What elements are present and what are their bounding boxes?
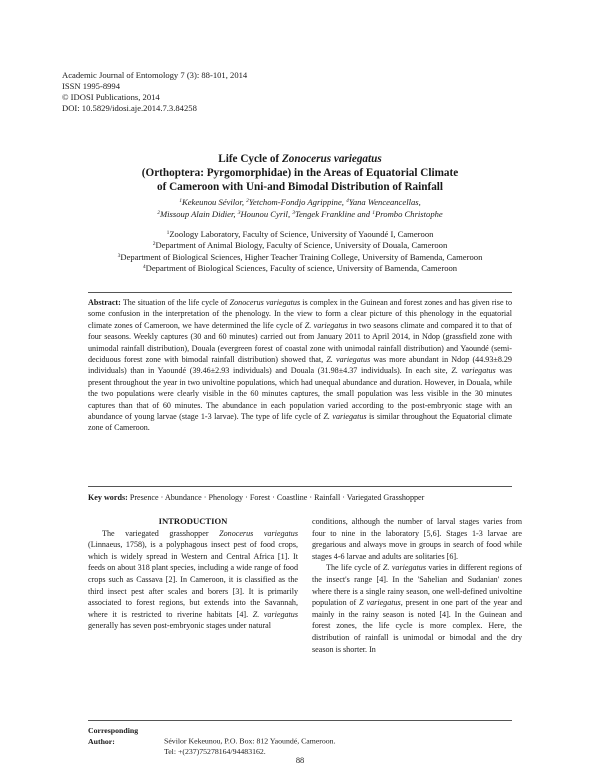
paper-title: Life Cycle of Zonocerus variegatus (Orthoptera: Pyrgomorphidae) in the Areas of Equatorial Climate of Cameroon with Uni-and Bimodal Distribution of Rainfall	[141, 153, 459, 193]
body-column-right	[312, 516, 522, 655]
abstract: Abstract: The situation of the life cycle of Zonocerus variegatus is complex in the Guinean and forest zones and has given rise to some confusion in the interpretation of the phenology. In the view to form a clear picture of this phenology in the equatorial climate zones of Cameroon, we have determined the life cycle of Z. variegatus in two seasons climate and compared it to that of four seasons. Weekly captures (30 and 60 minutes) carried out from January 2011 to April 2014, in Ndop (grassfield zone with unimodal rainfall distribution), Douala (evergreen forest of coastal zone with unimodal rainfall distribution) and Yaoundé (semi-deciduous forest zone with bimodal rainfall distribution) showed that, Z. variegatus was more abundant in Ndop (44.93±8.29 individuals) than in Yaoundé (39.46±2.93 individuals) and Douala (31.98±4.37 individuals). In each site, Z. variegatus was present throughout the year in two univoltine populations, which had unequal abundance and duration. However, in Douala, while the two populations were clearly visible in the 60 minutes captures, the small population was less visible in the 30 minutes captures than that of 60 minutes. The abundance in each population varied according to the post-embryonic stage with an abundance of young larvae (stage 1-3 larvae). The type of life cycle of Z. variegatus is similar throughout the Equatorial climate zone of Cameroon.	[88, 298, 513, 433]
author-line-1: $^1$Kekeunou Sévilor, $^2$Yetchom-Fondjo Agrippine, $^4$Yana Wenceancellas,	[179, 197, 421, 207]
page-number: 88	[295, 756, 305, 765]
doi: DOI: 10.5829/idosi.aje.2014.7.3.84258	[62, 103, 197, 113]
affiliation: $^1$Zoology Laboratory, Faculty of Science, University of Yaoundé I, Cameroon	[166, 229, 434, 239]
journal-header	[62, 70, 247, 114]
affiliation: $^4$Department of Biological Sciences, Faculty of science, University of Bamenda, Cameroon	[142, 263, 458, 274]
keywords-label: Key words:	[88, 493, 128, 502]
abstract-label: Abstract:	[88, 298, 121, 307]
author: Missoup Alain Didier,	[160, 209, 238, 219]
species-name: Zonocerus variegatus	[281, 153, 382, 165]
keywords	[88, 492, 512, 503]
author: Prombo Christophe	[375, 209, 443, 219]
affiliations	[60, 229, 540, 275]
keywords-list: Presence · Abundance · Phenology · Forest · Coastline · Rainfall · Variegated Grasshopper	[129, 493, 425, 502]
journal-citation: Academic Journal of Entomology 7 (3): 88-101, 2014	[62, 70, 248, 80]
author-line-2: $^2$Missoup Alain Didier, $^3$Hounou Cyril, $^3$Tengek Frankline and $^1$Prombo Christophe	[157, 209, 443, 219]
corresponding-author-label: Corresponding Author:	[88, 726, 139, 746]
copyright: © IDOSI Publications, 2014	[62, 92, 160, 102]
paragraph: The life cycle of Z. variegatus varies in different regions of the insect's range [4]. In the 'Sahelian and Sudanian' zones where there is a single rainy season, one well-defined univoltine population of Z variegatus, present in one part of the year and mainly in the rainy season is noted [4]. In the Guinean and forest zones, the life cycle is more complex. Here, the distribution of rainfall is unimodal or bimodal and the dry season is shorter. In	[312, 563, 523, 654]
paragraph: The variegated grasshopper Zonocerus variegatus (Linnaeus, 1758), is a polyphagous insect pest of food crops, which is widely spread in Western and Central Africa [1]. It feeds on about 318 plant species, including a wide range of food crops such as Cassava [2]. In Cameroon, it is classified as the third insect pest after scales and borers [3]. It is primarily associated to forest regions, but extends into the Savannah, where it is restricted to riverine habitats [4]. Z. variegatus generally has seven post-embryonic stages under natural	[88, 528, 298, 631]
paragraph: conditions, although the number of larval stages varies from four to nine in the laboratory [5,6]. Stages 1-3 larvae are gregarious and always move in groups in search of food while stages 4-6 larvae and adults are solitaries [6].	[312, 517, 522, 561]
abstract-bottom-rule	[88, 486, 512, 487]
body-column-left	[88, 516, 298, 632]
author-list	[60, 196, 540, 220]
corresponding-author-note: Corresponding Author: Sévilor Kekeunou, P.O. Box: 812 Yaoundé, Cameroon. Tel: +(237)75278164/94483162.	[88, 726, 336, 756]
affiliation: $^2$Department of Animal Biology, Faculty of Science, University of Douala, Cameroon	[152, 240, 448, 251]
author: Yana Wenceancellas,	[348, 197, 421, 207]
author: Kekeunou Sévilor,	[181, 197, 247, 207]
section-heading: INTRODUCTION	[158, 516, 228, 526]
author: Yetchom-Fondjo Agrippine,	[248, 197, 347, 207]
author: Tengek Frankline and	[295, 209, 373, 219]
issn: ISSN 1995-8994	[62, 81, 121, 91]
author: Hounou Cyril,	[240, 209, 293, 219]
abstract-top-rule	[88, 292, 512, 293]
footnote-rule	[88, 720, 512, 721]
affiliation: $^3$Department of Biological Sciences, Higher Teacher Training College, University of Bamenda, Cameroon	[117, 251, 483, 262]
